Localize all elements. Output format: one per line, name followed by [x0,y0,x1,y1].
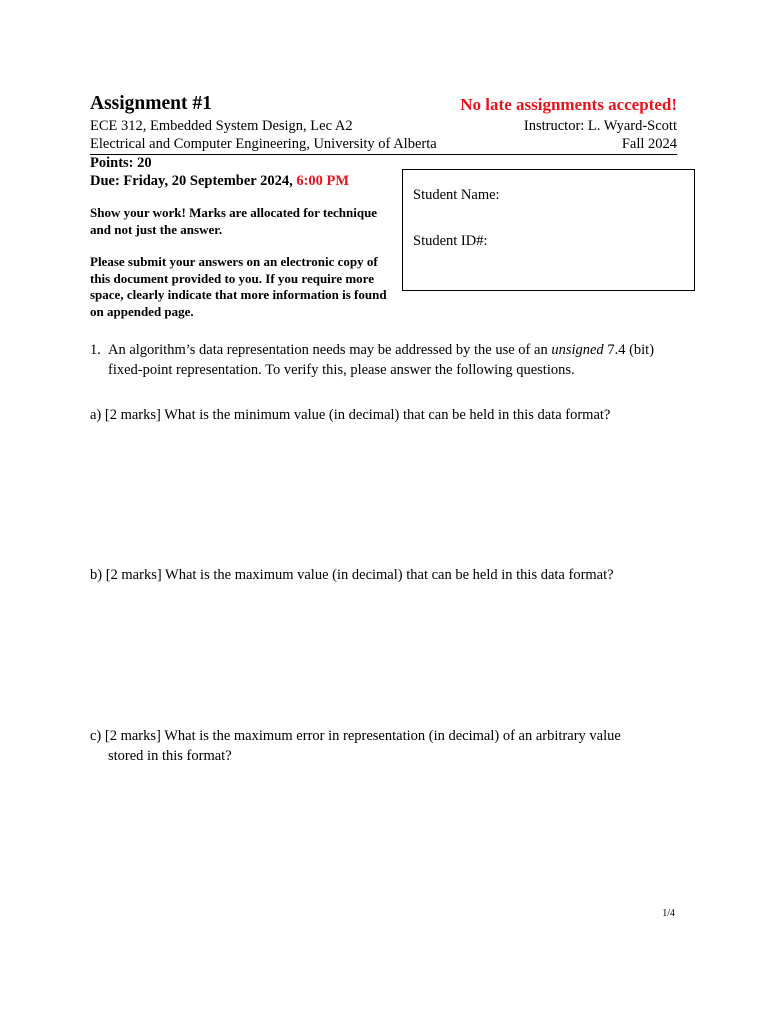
show-work-note: Show your work! Marks are allocated for technique and not just the answer. [90,205,378,237]
question-1a: a) [2 marks] What is the minimum value (in decimal) that can be held in this data format? [90,407,611,423]
question-1c-line2: stored in this format? [108,747,232,764]
question-1-text-line2: fixed-point representation. To verify this, please answer the following questions. [108,361,575,378]
due-date [90,173,349,190]
instructor-name: Instructor: L. Wyard-Scott [523,118,677,134]
due-date-text: Due: Friday, 20 September 2024, [90,173,297,189]
student-id-label: Student ID#: [413,233,488,249]
student-name-label: Student Name: [413,187,500,203]
page-number: 1/4 [662,908,675,919]
question-1c [90,727,680,766]
late-policy-warning: No late assignments accepted! [460,95,677,114]
question-1-text-start: An algorithm’s data representation needs may be addressed by the use of an [108,342,552,358]
question-1-text-end: 7.4 (bit) [603,342,655,358]
question-1c-line1: c) [2 marks] What is the maximum error in representation (in decimal) of an arbitrary value [90,728,621,744]
question-1 [90,341,690,380]
question-1-text [108,341,690,380]
course-name: ECE 312, Embedded System Design, Lec A2 [90,118,353,134]
student-info-box[interactable] [402,169,695,291]
question-1-emphasis: unsigned [551,342,604,358]
header-divider [90,154,677,155]
assignment-title: Assignment #1 [90,93,212,114]
due-time: 6:00 PM [296,173,350,189]
question-number: 1. [90,342,101,358]
submission-note: Please submit your answers on an electronic copy of this document provided to you. If you require more space, clearly indicate that more information is found on appended page. [90,254,387,319]
points-label: Points: 20 [90,155,152,171]
question-1b: b) [2 marks] What is the maximum value (in decimal) that can be held in this data format? [90,567,614,583]
term-label: Fall 2024 [621,136,677,152]
department-name: Electrical and Computer Engineering, University of Alberta [90,136,437,152]
